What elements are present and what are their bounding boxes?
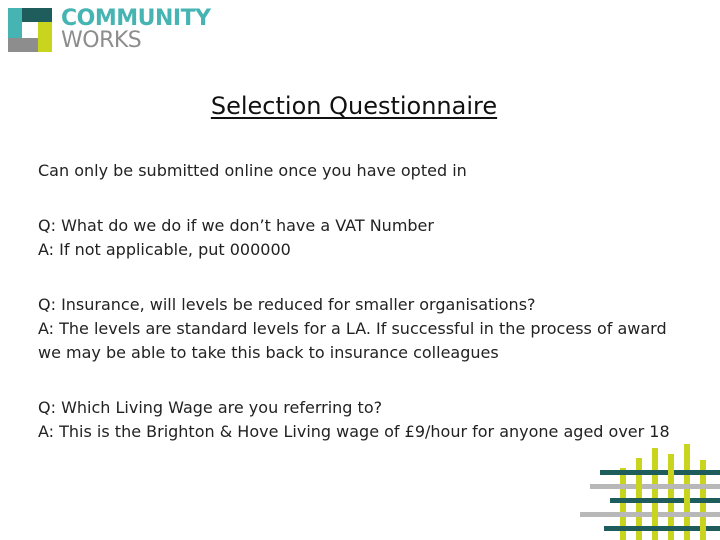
qa-item-vat bbox=[38, 214, 678, 262]
question-text: Q: Insurance, will levels be reduced for smaller organisations? bbox=[38, 295, 536, 314]
question-text: Q: What do we do if we don’t have a VAT Number bbox=[38, 216, 434, 235]
decorative-woven-lines-graphic bbox=[580, 440, 720, 540]
logo-line-works: WORKS bbox=[61, 28, 142, 53]
page-title: Selection Questionnaire bbox=[210, 92, 498, 120]
logo-line-community: COMMUNITY bbox=[61, 6, 211, 31]
answer-text: A: If not applicable, put 000000 bbox=[38, 240, 291, 259]
qa-item-living-wage bbox=[38, 396, 678, 444]
question-text: Q: Which Living Wage are you referring to? bbox=[38, 398, 383, 417]
logo-mark-icon bbox=[8, 8, 52, 52]
logo-wordmark bbox=[61, 8, 211, 52]
answer-text: A: This is the Brighton & Hove Living wage of £9/hour for anyone aged over 18 bbox=[38, 422, 670, 441]
qa-content bbox=[38, 159, 678, 475]
qa-item-insurance bbox=[38, 293, 678, 365]
intro-text: Can only be submitted online once you have opted in bbox=[38, 161, 467, 180]
community-works-logo bbox=[8, 8, 238, 54]
answer-text: A: The levels are standard levels for a LA. If successful in the process of award we may be able to take this back to insurance colleagues bbox=[38, 319, 667, 362]
